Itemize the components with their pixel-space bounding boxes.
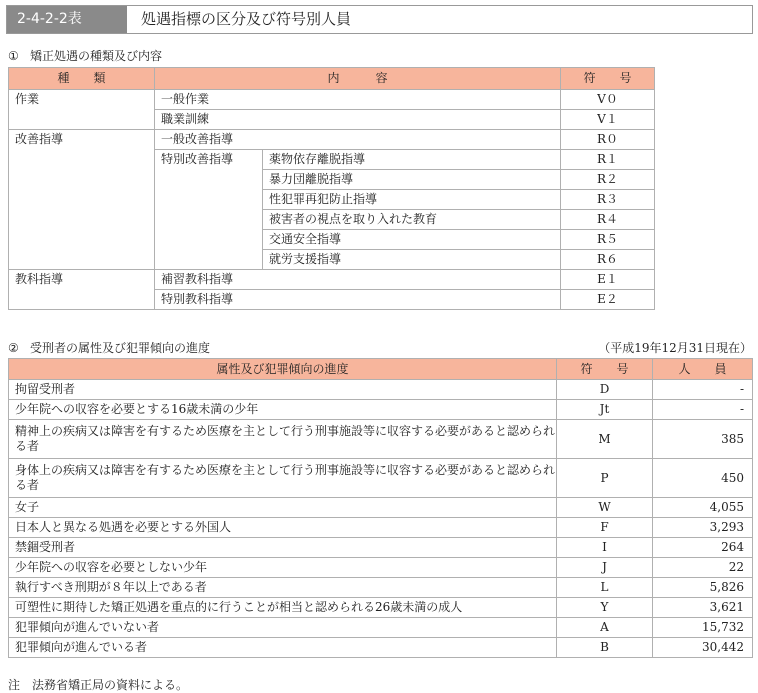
footnote: 注 法務省矯正局の資料による。 <box>8 678 189 692</box>
code-cell: V０ <box>561 90 655 110</box>
attr-cell: 身体上の疾病又は障害を有するため医療を主として行う刑事施設等に収容する必要があると認められる者 <box>9 459 557 498</box>
table-row <box>9 380 753 400</box>
table-row <box>9 130 655 150</box>
table-row <box>9 459 753 498</box>
table-row <box>9 498 753 518</box>
code-cell: M <box>557 420 653 459</box>
code-cell: P <box>557 459 653 498</box>
attr-cell: 少年院への収容を必要としない少年 <box>9 558 557 578</box>
count-cell: 5,826 <box>653 578 753 598</box>
code-cell: R６ <box>561 250 655 270</box>
header-code: 符 号 <box>561 68 655 90</box>
count-cell: 4,055 <box>653 498 753 518</box>
sub-content-cell: 薬物依存離脱指導 <box>263 150 561 170</box>
count-cell: 450 <box>653 459 753 498</box>
sub-content-cell: 性犯罪再犯防止指導 <box>263 190 561 210</box>
table-row <box>9 618 753 638</box>
code-cell: J <box>557 558 653 578</box>
content-cell: 一般作業 <box>155 90 561 110</box>
table-row <box>9 578 753 598</box>
as-of-date: （平成19年12月31日現在） <box>598 341 752 355</box>
table-title-bar <box>6 5 753 34</box>
table-row <box>9 538 753 558</box>
attr-cell: 犯罪傾向が進んでいる者 <box>9 638 557 658</box>
code-cell: R１ <box>561 150 655 170</box>
code-cell: D <box>557 380 653 400</box>
count-cell: - <box>653 400 753 420</box>
content-cell: 一般改善指導 <box>155 130 561 150</box>
table-row <box>9 598 753 618</box>
section2-heading <box>8 339 210 356</box>
table-row <box>9 90 655 110</box>
code-cell: R２ <box>561 170 655 190</box>
code-cell: R０ <box>561 130 655 150</box>
count-cell: - <box>653 380 753 400</box>
sub-content-cell: 交通安全指導 <box>263 230 561 250</box>
treatment-types-table <box>8 67 655 310</box>
type-cell: 作業 <box>9 90 155 130</box>
code-cell: R４ <box>561 210 655 230</box>
table-number-tag: 2-4-2-2表 <box>7 6 127 33</box>
attr-cell: 日本人と異なる処遇を必要とする外国人 <box>9 518 557 538</box>
content-cell: 特別教科指導 <box>155 290 561 310</box>
table-row <box>9 270 655 290</box>
code-cell: E１ <box>561 270 655 290</box>
attr-cell: 犯罪傾向が進んでいない者 <box>9 618 557 638</box>
count-cell: 264 <box>653 538 753 558</box>
attr-cell: 少年院への収容を必要とする16歳未満の少年 <box>9 400 557 420</box>
content-cell: 補習教科指導 <box>155 270 561 290</box>
table-header-row <box>9 359 753 380</box>
code-cell: L <box>557 578 653 598</box>
sub-content-cell: 被害者の視点を取り入れた教育 <box>263 210 561 230</box>
table-header-row <box>9 68 655 90</box>
sub-content-cell: 暴力団離脱指導 <box>263 170 561 190</box>
table-row <box>9 420 753 459</box>
inmate-attributes-table <box>8 358 753 658</box>
count-cell: 22 <box>653 558 753 578</box>
count-cell: 15,732 <box>653 618 753 638</box>
header-attr: 属性及び犯罪傾向の進度 <box>9 359 557 380</box>
section1-title: 矯正処遇の種類及び内容 <box>30 49 163 63</box>
attr-cell: 女子 <box>9 498 557 518</box>
sub-content-cell: 就労支援指導 <box>263 250 561 270</box>
content-cell: 職業訓練 <box>155 110 561 130</box>
header-type: 種 類 <box>9 68 155 90</box>
section1-heading <box>8 47 162 64</box>
header-code: 符 号 <box>557 359 653 380</box>
attr-cell: 拘留受刑者 <box>9 380 557 400</box>
code-cell: W <box>557 498 653 518</box>
attr-cell: 可塑性に期待した矯正処遇を重点的に行うことが相当と認められる26歳未満の成人 <box>9 598 557 618</box>
table-row <box>9 400 753 420</box>
code-cell: E２ <box>561 290 655 310</box>
table-row <box>9 558 753 578</box>
content-cell: 特別改善指導 <box>155 150 263 270</box>
type-cell: 教科指導 <box>9 270 155 310</box>
code-cell: B <box>557 638 653 658</box>
section2-number: ② <box>8 341 19 355</box>
count-cell: 385 <box>653 420 753 459</box>
table-row <box>9 518 753 538</box>
code-cell: Jt <box>557 400 653 420</box>
header-content: 内 容 <box>155 68 561 90</box>
attr-cell: 精神上の疾病又は障害を有するため医療を主として行う刑事施設等に収容する必要があると認められる者 <box>9 420 557 459</box>
code-cell: Y <box>557 598 653 618</box>
code-cell: F <box>557 518 653 538</box>
header-count: 人 員 <box>653 359 753 380</box>
table-row <box>9 638 753 658</box>
code-cell: A <box>557 618 653 638</box>
count-cell: 30,442 <box>653 638 753 658</box>
section1-number: ① <box>8 49 19 63</box>
type-cell: 改善指導 <box>9 130 155 270</box>
count-cell: 3,621 <box>653 598 753 618</box>
table-title: 処遇指標の区分及び符号別人員 <box>141 10 352 28</box>
code-cell: V１ <box>561 110 655 130</box>
code-cell: I <box>557 538 653 558</box>
attr-cell: 執行すべき刑期が８年以上である者 <box>9 578 557 598</box>
count-cell: 3,293 <box>653 518 753 538</box>
section2-title: 受刑者の属性及び犯罪傾向の進度 <box>30 341 211 355</box>
code-cell: R３ <box>561 190 655 210</box>
code-cell: R５ <box>561 230 655 250</box>
attr-cell: 禁錮受刑者 <box>9 538 557 558</box>
